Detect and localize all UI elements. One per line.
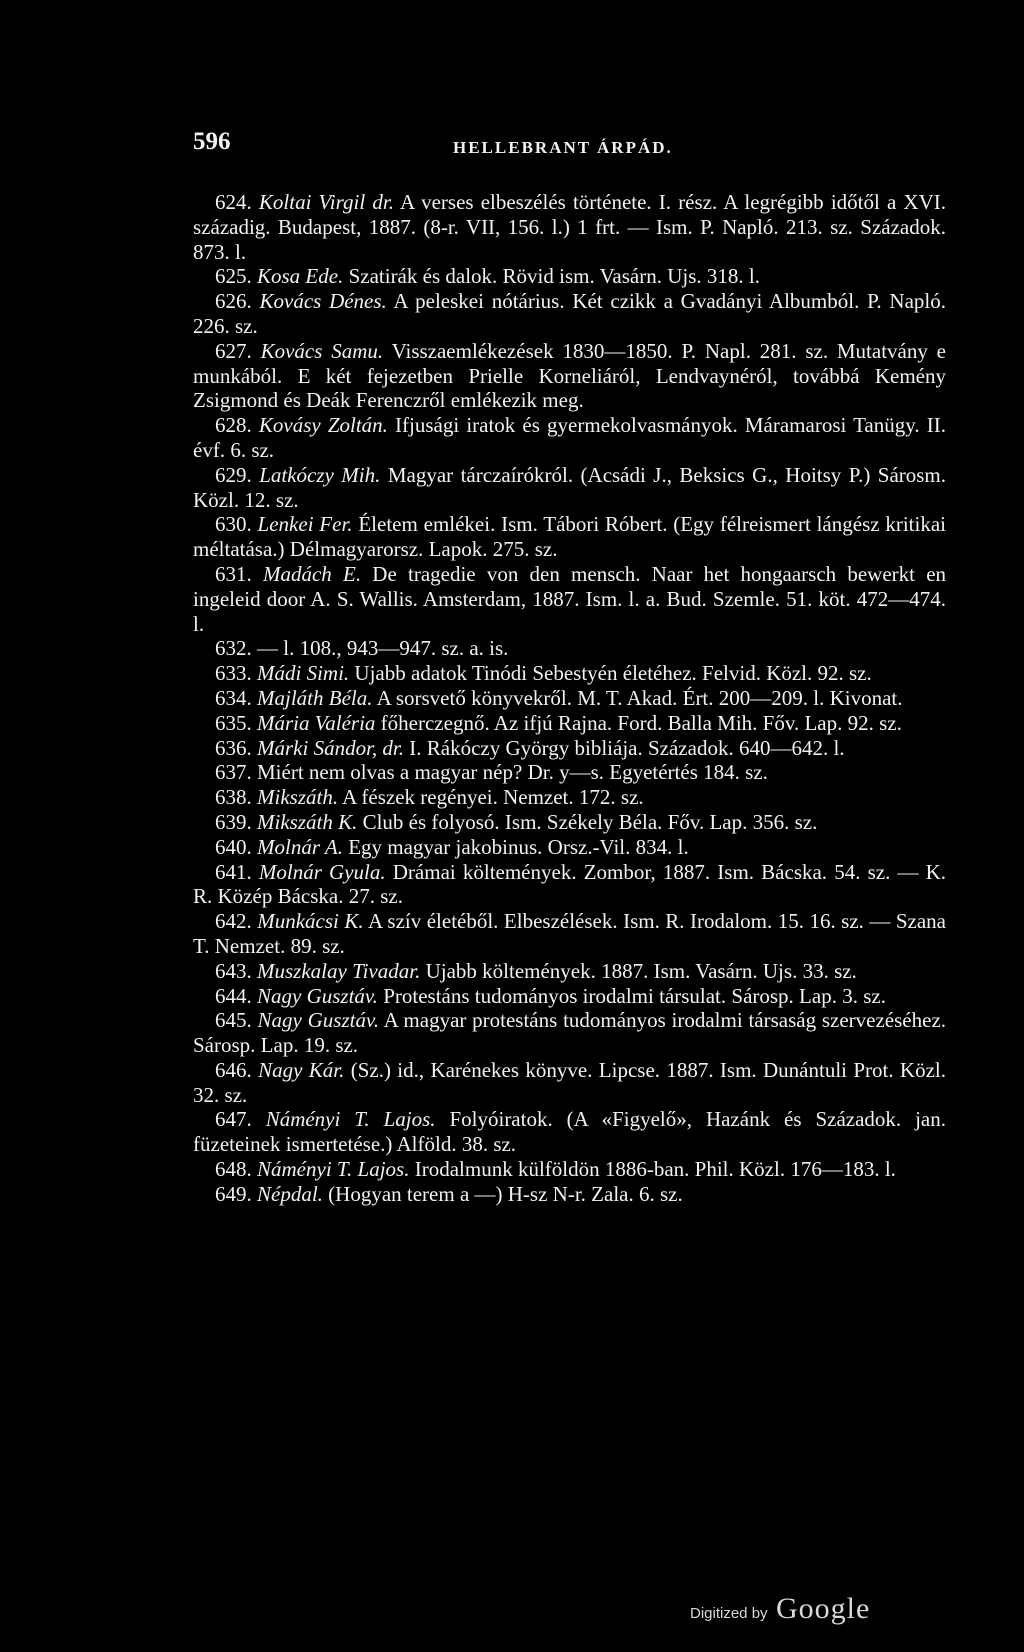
- entry-text: Visszaemlékezések 1830—1850. P. Napl. 281. sz. Mutatvány e munkából. E két fejezetben Prielle Korneliáról, Lendvaynéról, továbbá Kemény Zsigmond és Deák Ferenczről emlékezik meg.: [193, 338, 946, 413]
- bibliography-entry: [193, 736, 946, 761]
- entry-text: Magyar tárczaírókról. (Acsádi J., Beksics G., Hoitsy P.) Sárosm. Közl. 12. sz.: [193, 462, 947, 512]
- entry-author: Mádi Simi.: [257, 661, 350, 686]
- entry-author: Náményi T. Lajos.: [265, 1107, 436, 1132]
- entry-author: Kovács Dénes.: [259, 289, 387, 314]
- bibliography-entry: [193, 959, 946, 984]
- entry-author: Molnár A.: [257, 834, 343, 859]
- entry-text: A magyar protestáns tudományos irodalmi társaság szervezéséhez. Sárosp. Lap. 19. sz.: [193, 1008, 947, 1058]
- entry-text: (Sz.) id., Karénekes könyve. Lipcse. 1887. Ism. Dunántuli Prot. Közl. 32. sz.: [193, 1057, 947, 1107]
- entry-number: 630.: [215, 512, 252, 537]
- entry-number: 637.: [215, 760, 252, 785]
- bibliography-entry: [193, 835, 946, 860]
- bibliography-entry: [193, 760, 946, 785]
- entry-author: Lenkei Fer.: [257, 512, 353, 537]
- entry-author: Koltai Virgil dr.: [258, 190, 394, 214]
- bibliography-entry: [193, 785, 946, 810]
- entry-number: 633.: [215, 661, 252, 686]
- entry-text: Ujabb adatok Tinódi Sebestyén életéhez. Felvid. Közl. 92. sz.: [354, 661, 872, 686]
- entry-text: A sorsvető könyvekről. M. T. Akad. Ért. 200—209. l. Kivonat.: [376, 685, 903, 710]
- entry-number: 634.: [215, 685, 252, 710]
- bibliography-entry: [193, 636, 946, 661]
- bibliography-list: [193, 190, 946, 1207]
- entry-number: 632.: [215, 636, 252, 661]
- bibliography-entry: [193, 1157, 946, 1182]
- entry-text: — l. 108., 943—947. sz. a. is.: [257, 636, 509, 661]
- bibliography-entry: [193, 562, 946, 636]
- bibliography-entry: [193, 711, 946, 736]
- entry-author: Munkácsi K.: [257, 909, 364, 934]
- entry-number: 638.: [215, 785, 252, 810]
- bibliography-entry: [193, 1058, 946, 1108]
- entry-text: (Hogyan terem a —) H-sz N-r. Zala. 6. sz.: [328, 1181, 683, 1206]
- entry-author: Márki Sándor, dr.: [257, 735, 405, 760]
- entry-text: Ifjusági iratok és gyermekolvasmányok. Máramarosi Tanügy. II. évf. 6. sz.: [193, 413, 947, 462]
- digitized-by-label: Digitized by: [690, 1605, 768, 1622]
- entry-author: Népdal.: [257, 1181, 323, 1206]
- bibliography-entry: [193, 984, 946, 1009]
- running-head: HELLEBRANT ÁRPÁD.: [453, 138, 673, 157]
- entry-number: 636.: [215, 735, 252, 760]
- entry-author: Majláth Béla.: [257, 685, 373, 710]
- bibliography-entry: [193, 463, 946, 513]
- entry-text: Miért nem olvas a magyar nép? Dr. y—s. Egyetértés 184. sz.: [257, 760, 768, 785]
- entry-number: 627.: [215, 338, 252, 363]
- entry-number: 642.: [215, 909, 252, 934]
- page-header: [193, 128, 913, 168]
- entry-author: Kovásy Zoltán.: [258, 413, 388, 438]
- entry-author: Latkóczy Mih.: [259, 462, 381, 487]
- entry-text: Irodalmunk külföldön 1886-ban. Phil. Közl. 176—183. l.: [414, 1157, 896, 1182]
- entry-number: 635.: [215, 710, 252, 735]
- entry-author: Nagy Gusztáv.: [257, 1008, 379, 1033]
- entry-number: 625.: [215, 264, 252, 289]
- entry-number: 624.: [215, 190, 252, 214]
- bibliography-entry: [193, 413, 946, 463]
- entry-number: 640.: [215, 834, 252, 859]
- entry-text: De tragedie von den mensch. Naar het hongaarsch bewerkt en ingeleid door A. S. Wallis. Amsterdam, 1887. Ism. l. a. Bud. Szemle. 51. köt. 472—474. l.: [193, 561, 947, 636]
- entry-number: 639.: [215, 809, 252, 834]
- entry-text: Club és folyosó. Ism. Székely Béla. Főv. Lap. 356. sz.: [362, 809, 818, 834]
- entry-text: A szív életéből. Elbeszélések. Ism. R. Irodalom. 15. 16. sz. — Szana T. Nemzet. 89. sz.: [193, 909, 947, 958]
- entry-author: Mikszáth.: [257, 785, 339, 810]
- entry-number: 629.: [215, 462, 252, 487]
- entry-author: Náményi T. Lajos.: [257, 1157, 410, 1182]
- entry-number: 646.: [215, 1057, 252, 1082]
- bibliography-entry: [193, 810, 946, 835]
- bibliography-entry: [193, 860, 946, 910]
- entry-author: Muszkalay Tivadar.: [257, 958, 421, 983]
- entry-number: 631.: [215, 561, 252, 586]
- entry-author: Mária Valéria: [257, 710, 376, 735]
- bibliography-entry: [193, 1008, 946, 1058]
- google-logo: Google: [776, 1592, 871, 1625]
- entry-author: Mikszáth K.: [257, 809, 358, 834]
- entry-text: Drámai költemények. Zombor, 1887. Ism. Bácska. 54. sz. — K. R. Közép Bácska. 27. sz.: [193, 859, 947, 909]
- bibliography-entry: [193, 512, 946, 562]
- page-number: 596: [193, 128, 231, 155]
- entry-text: Egy magyar jakobinus. Orsz.-Vil. 834. l.: [348, 834, 689, 859]
- entry-text: A peleskei nótárius. Két czikk a Gvadányi Albumból. P. Napló. 226. sz.: [193, 289, 946, 338]
- entry-number: 647.: [215, 1107, 252, 1132]
- entry-text: Szatirák és dalok. Rövid ism. Vasárn. Ujs. 318. l.: [348, 264, 760, 289]
- bibliography-entry: [193, 909, 946, 959]
- entry-number: 641.: [215, 859, 252, 884]
- entry-text: Folyóiratok. (A «Figyelő», Hazánk és Századok. jan. füzeteinek ismertetése.) Alföld. 38. sz.: [193, 1107, 946, 1157]
- entry-number: 643.: [215, 958, 252, 983]
- entry-author: Kovács Samu.: [260, 338, 384, 363]
- bibliography-entry: [193, 1107, 946, 1157]
- entry-author: Nagy Gusztáv.: [257, 983, 378, 1008]
- entry-author: Nagy Kár.: [258, 1057, 345, 1082]
- entry-number: 649.: [215, 1181, 252, 1206]
- entry-author: Molnár Gyula.: [258, 859, 386, 884]
- entry-text: Életem emlékei. Ism. Tábori Róbert. (Egy félreismert lángész kritikai méltatása.) Délmagyarorsz. Lapok. 275. sz.: [193, 512, 947, 562]
- entry-number: 645.: [215, 1008, 252, 1033]
- digitization-footer: [690, 1592, 870, 1626]
- bibliography-entry: [193, 339, 946, 413]
- bibliography-entry: [193, 289, 946, 339]
- bibliography-entry: [193, 1182, 946, 1207]
- entry-number: 644.: [215, 983, 252, 1008]
- entry-author: Madách E.: [262, 561, 362, 586]
- entry-text: Protestáns tudományos irodalmi társulat. Sárosp. Lap. 3. sz.: [383, 983, 886, 1008]
- entry-number: 648.: [215, 1157, 252, 1182]
- bibliography-entry: [193, 190, 946, 264]
- entry-text: főherczegnő. Az ifjú Rajna. Ford. Balla Mih. Főv. Lap. 92. sz.: [380, 710, 902, 735]
- entry-text: Ujabb költemények. 1887. Ism. Vasárn. Ujs. 33. sz.: [425, 958, 857, 983]
- entry-text: I. Rákóczy György bibliája. Századok. 640—642. l.: [409, 735, 845, 760]
- bibliography-entry: [193, 264, 946, 289]
- bibliography-entry: [193, 661, 946, 686]
- entry-text: A verses elbeszélés története. I. rész. A legrégibb időtől a XVI. századig. Budapest, 1887. (8-r. VII, 156. l.) 1 frt. — Ism. P. Napló. 213. sz. Századok. 873. l.: [193, 190, 946, 264]
- bibliography-entry: [193, 686, 946, 711]
- entry-number: 628.: [215, 413, 252, 438]
- entry-text: A fészek regényei. Nemzet. 172. sz.: [342, 785, 644, 810]
- entry-author: Kosa Ede.: [257, 264, 344, 289]
- entry-number: 626.: [215, 289, 252, 314]
